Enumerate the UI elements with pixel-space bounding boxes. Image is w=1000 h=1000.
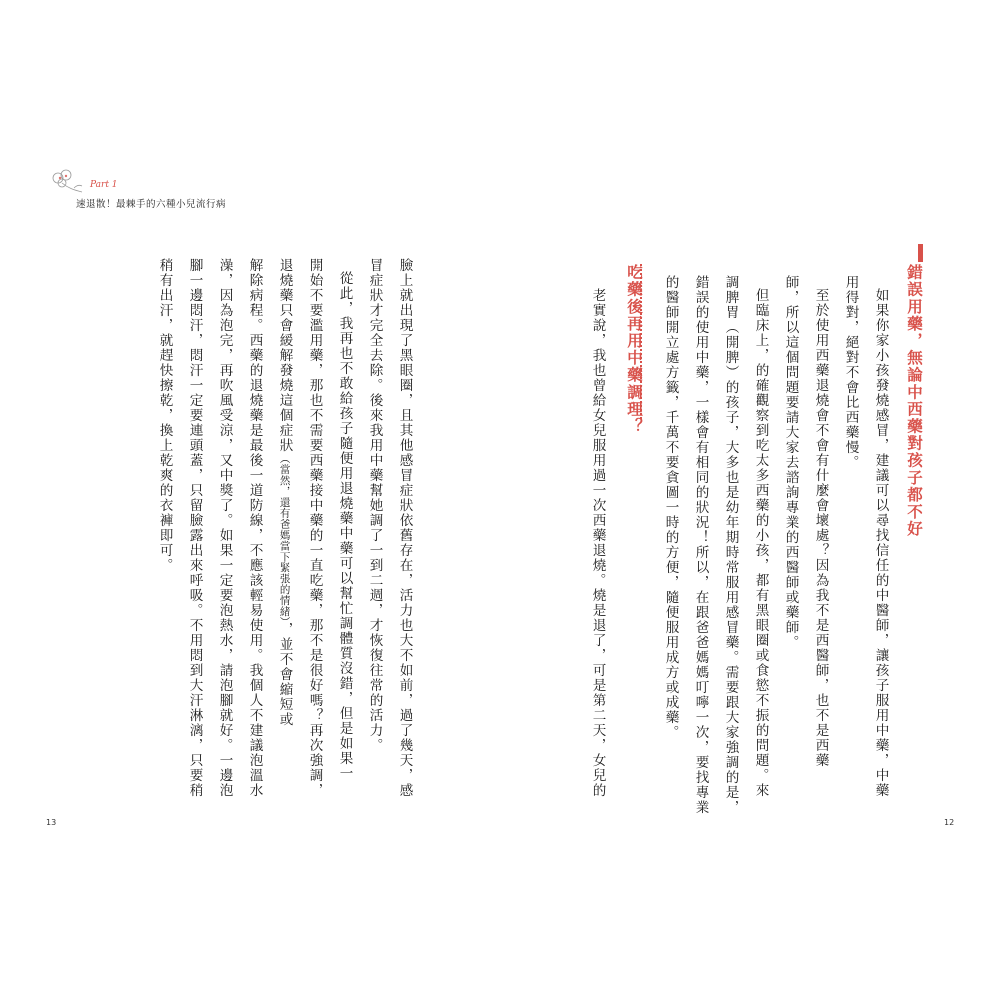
section-heading-2: 吃藥後再用中藥調理？ (625, 264, 643, 435)
text-column: 臉上就出現了黑眼圈，且其他感冒症狀依舊存在，活力也大不如前，過了幾天，感 (396, 258, 413, 798)
section-heading-1: 錯誤用藥，無論中西藥對孩子都不好 (905, 264, 923, 538)
page-number-left: 13 (46, 818, 57, 827)
text-column: 的醫師開立處方籤，千萬不要貪圖一時的方便，隨便服用成方或成藥。 (662, 275, 679, 740)
text-column: 師，所以這個問題要請大家去諮詢專業的西醫師或藥師。 (782, 275, 799, 650)
text-column (277, 258, 291, 727)
chapter-title: 速退散！最棘手的六種小兒流行病 (76, 199, 227, 210)
heading-dotted-rule (640, 264, 642, 419)
part-label: Part 1 (90, 180, 118, 190)
text-aside: （當然，還有爸媽當下緊張的情緒） (278, 453, 291, 623)
text-column: 用得對，絕對不會比西藥慢。 (842, 275, 859, 470)
text-segment: ，並不會縮短或 (276, 622, 293, 728)
text-column: 腳一邊悶汗，悶汗一定要連頭蓋，只留臉露出來呼吸。不用悶到大汗淋漓，只要稍 (186, 258, 203, 798)
text-column: 調脾胃（開脾）的孩子，大多也是幼年期時常服用感冒藥。需要跟大家強調的是， (722, 275, 739, 815)
text-column: 如果你家小孩發燒感冒，建議可以尋找信任的中醫師，讓孩子服用中藥，中藥 (872, 288, 889, 798)
text-column: 解除病程。西藥的退燒藥是最後一道防線，不應該輕易使用。我個人不建議泡溫水 (246, 258, 263, 798)
text-column: 老實說，我也曾給女兒服用過一次西藥退燒。燒是退了，可是第二天，女兒的 (589, 288, 606, 798)
text-column: 錯誤的使用中藥，一樣會有相同的狀況！所以，在跟爸爸媽媽叮嚀一次，要找專業 (692, 275, 709, 815)
text-column: 至於使用西藥退燒會不會有什麼會壞處？因為我不是西醫師，也不是西藥 (812, 288, 829, 768)
text-column: 稍有出汗，就趕快擦乾，換上乾爽的衣褲即可。 (156, 258, 173, 573)
text-segment: 退燒藥只會緩解發燒這個症狀 (276, 258, 293, 453)
flower-icon (44, 166, 88, 196)
text-column: 但臨床上，的確觀察到吃太多西藥的小孩，都有黑眼圈或食慾不振的問題。來 (752, 288, 769, 798)
text-column: 開始不要濫用藥，那也不需要西藥接中藥的一直吃藥，那不是很好嗎？再次強調， (306, 258, 323, 798)
text-column: 冒症狀才完全去除。後來我用中藥幫她調了一到二週，才恢復往常的活力。 (366, 258, 383, 753)
text-column: 澡，因為泡完，再吹風受涼，又中獎了。如果一定要泡熱水，請泡腳就好。一邊泡 (216, 258, 233, 798)
page-number-right: 12 (944, 818, 955, 827)
heading-marker (918, 244, 923, 262)
text-column: 從此，我再也不敢給孩子隨便用退燒藥中藥可以幫忙調體質沒錯，但是如果一 (336, 271, 353, 781)
